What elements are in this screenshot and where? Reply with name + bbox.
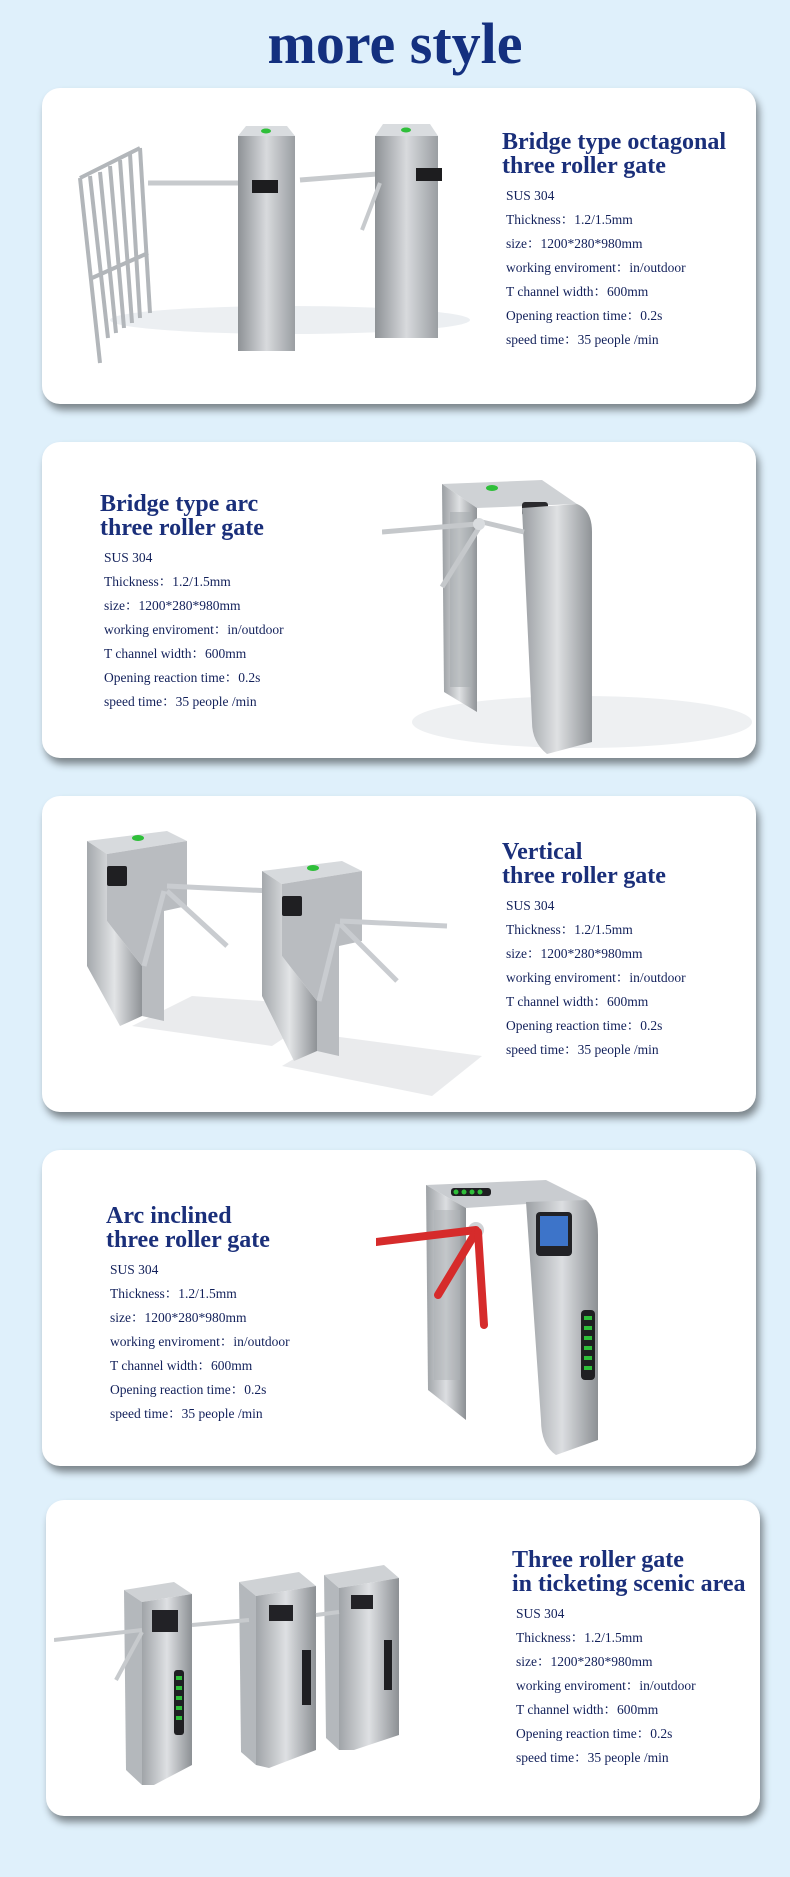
spec-material: SUS 304 (104, 550, 153, 565)
arc-inclined-gate-image (376, 1150, 756, 1466)
spec-size: size：1200*280*980mm (104, 598, 241, 613)
spec-channel-width: T channel width：600mm (104, 646, 247, 661)
product-title: Bridge type arc three roller gate (100, 491, 264, 541)
spec-speed-time: speed time：35 people /min (506, 332, 659, 347)
spec-channel-width: T channel width：600mm (506, 284, 649, 299)
spec-channel-width: T channel width：600mm (110, 1358, 253, 1373)
product-info (512, 1548, 746, 1770)
ticketing-gate-image (54, 1500, 474, 1816)
product-info (106, 1204, 290, 1426)
product-card-bridge-octagonal (42, 88, 756, 404)
spec-environment: working enviroment：in/outdoor (506, 260, 686, 275)
vertical-gate-image (72, 796, 492, 1112)
spec-thickness: Thickness：1.2/1.5mm (104, 574, 231, 589)
product-info (100, 492, 284, 714)
spec-environment: working enviroment：in/outdoor (516, 1678, 696, 1693)
spec-reaction-time: Opening reaction time：0.2s (506, 1018, 663, 1033)
bridge-octagonal-gate-image (70, 88, 510, 404)
product-title: Vertical three roller gate (502, 839, 666, 889)
spec-reaction-time: Opening reaction time：0.2s (110, 1382, 267, 1397)
spec-material: SUS 304 (516, 1606, 565, 1621)
spec-environment: working enviroment：in/outdoor (110, 1334, 290, 1349)
product-title: Three roller gate in ticketing scenic area (512, 1547, 746, 1597)
spec-thickness: Thickness：1.2/1.5mm (516, 1630, 643, 1645)
spec-material: SUS 304 (506, 188, 555, 203)
spec-material: SUS 304 (506, 898, 555, 913)
spec-material: SUS 304 (110, 1262, 159, 1277)
spec-speed-time: speed time：35 people /min (506, 1042, 659, 1057)
spec-size: size：1200*280*980mm (506, 946, 643, 961)
product-info (502, 130, 726, 352)
page-title: more style (267, 11, 523, 76)
spec-thickness: Thickness：1.2/1.5mm (110, 1286, 237, 1301)
product-card-arc-inclined (42, 1150, 756, 1466)
spec-speed-time: speed time：35 people /min (516, 1750, 669, 1765)
spec-channel-width: T channel width：600mm (506, 994, 649, 1009)
spec-environment: working enviroment：in/outdoor (506, 970, 686, 985)
spec-speed-time: speed time：35 people /min (110, 1406, 263, 1421)
spec-thickness: Thickness：1.2/1.5mm (506, 212, 633, 227)
spec-size: size：1200*280*980mm (110, 1310, 247, 1325)
spec-size: size：1200*280*980mm (506, 236, 643, 251)
spec-speed-time: speed time：35 people /min (104, 694, 257, 709)
spec-reaction-time: Opening reaction time：0.2s (506, 308, 663, 323)
product-card-vertical (42, 796, 756, 1112)
spec-environment: working enviroment：in/outdoor (104, 622, 284, 637)
spec-reaction-time: Opening reaction time：0.2s (104, 670, 261, 685)
product-info (502, 840, 686, 1062)
spec-reaction-time: Opening reaction time：0.2s (516, 1726, 673, 1741)
spec-thickness: Thickness：1.2/1.5mm (506, 922, 633, 937)
bridge-arc-gate-image (382, 442, 756, 758)
product-card-bridge-arc (42, 442, 756, 758)
product-title: Bridge type octagonal three roller gate (502, 129, 726, 179)
product-title: Arc inclined three roller gate (106, 1203, 270, 1253)
spec-channel-width: T channel width：600mm (516, 1702, 659, 1717)
product-card-ticketing (46, 1500, 760, 1816)
spec-size: size：1200*280*980mm (516, 1654, 653, 1669)
